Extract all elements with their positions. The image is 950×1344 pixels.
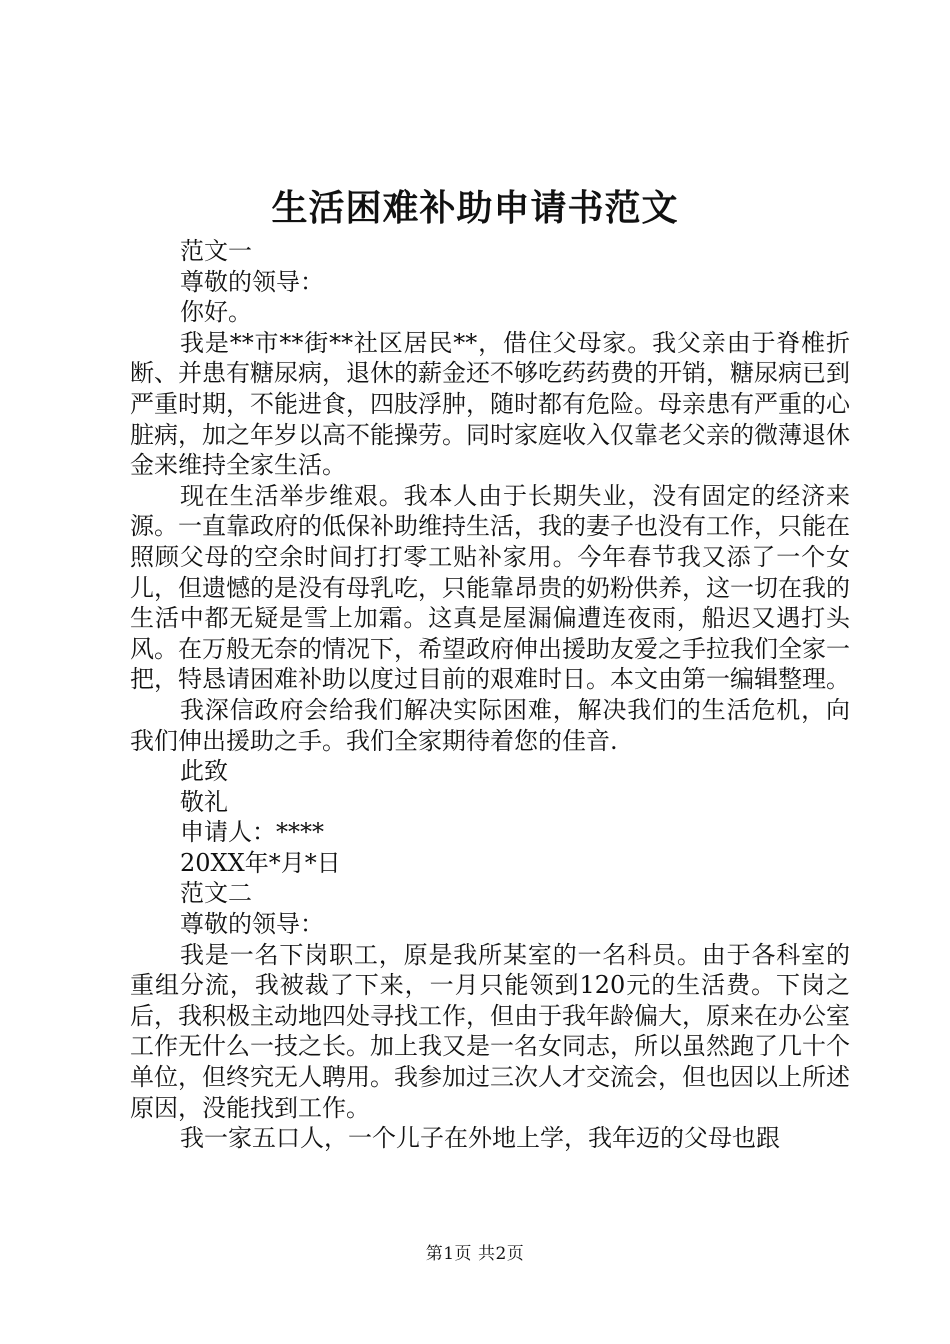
page-footer: 第1页 共2页 (425, 1244, 525, 1264)
body-line: 尊敬的领导： (180, 910, 324, 939)
body-line: 范文一 (180, 237, 252, 265)
body-line: 20XX年*月*日 (180, 848, 341, 877)
body-line: 范文二 (180, 879, 252, 908)
body-line: 你好。 (180, 298, 252, 327)
body-paragraph: 现在生活举步维艰。我本人由于长期失业，没有固定的经济来源。一直靠政府的低保补助维持生活，我的妻子也没有工作，只能在照顾父母的空余时间打打零工贴补家用。今年春节我又添了一个女儿，但遗憾的是没有母乳吃，只能靠昂贵的奶粉供养，这一切在我的生活中都无疑是雪上加霜。这真是屋漏偏遭连夜雨，船迟又遇打头风。在万般无奈的情况下，希望政府伸出援助友爱之手拉我们全家一把，特恳请困难补助以度过目前的艰难时日。本文由第一编辑整理。 (130, 481, 850, 694)
body-line: 尊敬的领导： (180, 267, 324, 296)
document-title: 生活困难补助申请书范文 (271, 187, 679, 229)
body-paragraph: 我是一名下岗职工，原是我所某室的一名科员。由于各科室的重组分流，我被裁了下来，一月只能领到120元的生活费。下岗之后，我积极主动地四处寻找工作，但由于我年龄偏大，原来在办公室工作无什么一技之长。加上我又是一名女同志，所以虽然跑了几十个单位，但终究无人聘用。我参加过三次人才交流会，但也因以上所述原因，没能找到工作。 (130, 940, 850, 1122)
body-line: 此致 (180, 757, 228, 786)
body-line: 申请人：**** (180, 818, 324, 847)
body-paragraph: 我一家五口人，一个儿子在外地上学，我年迈的父母也跟 (180, 1124, 780, 1153)
body-paragraph: 我深信政府会给我们解决实际困难，解决我们的生活危机，向我们伸出援助之手。我们全家期待着您的佳音. (130, 695, 850, 755)
body-paragraph: 我是**市**街**社区居民**，借住父母家。我父亲由于脊椎折断、并患有糖尿病，退休的薪金还不够吃药药费的开销，糖尿病已到严重时期，不能进食，四肢浮肿，随时都有危险。母亲患有严重的心脏病，加之年岁以高不能操劳。同时家庭收入仅靠老父亲的微薄退休金来维持全家生活。 (130, 328, 850, 480)
document-body (130, 236, 850, 1154)
body-line: 敬礼 (180, 787, 228, 816)
